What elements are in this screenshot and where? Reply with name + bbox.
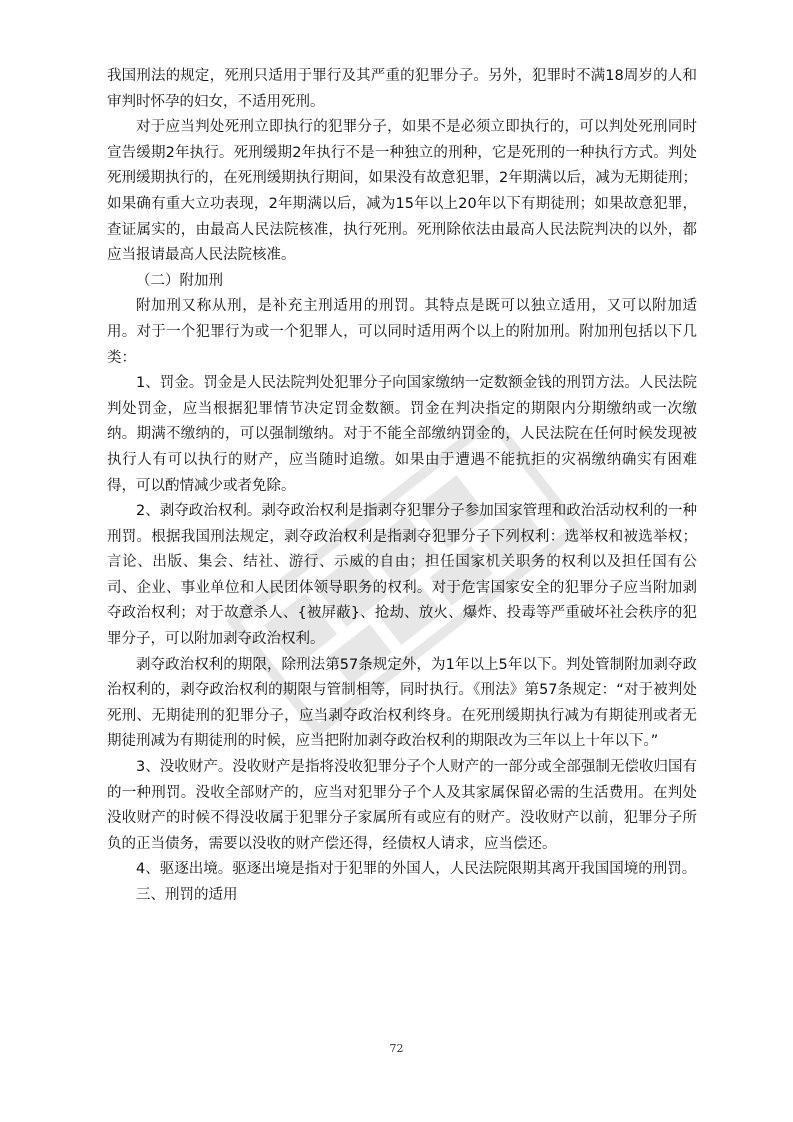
section-heading-application-of-penalty: 三、刑罚的适用 — [136, 887, 238, 903]
paragraph-deprivation-political-rights: 2、剥夺政治权利。剥夺政治权利是指剥夺犯罪分子参加国家管理和政治活动权利的一种刑罚。根据我国刑法规定，剥夺政治权利是指剥夺犯罪分子下列权利：选举权和被选举权；言论、出版、集会、结社、游行、示威的自由；担任国家机关职务的权利以及担任国有公司、企业、事业单位和人民团体领导职务的权利。对于危害国家安全的犯罪分子应当附加剥夺政治权利；对于故意杀人、{被屏蔽}、抢劫、放火、爆炸、投毒等严重破坏社会秩序的犯罪分子，可以附加剥夺政治权利。 — [107, 503, 697, 648]
paragraph-death-penalty-scope: 我国刑法的规定，死刑只适用于罪行及其严重的犯罪分子。另外，犯罪时不满18周岁的人和审判时怀孕的妇女，不适用死刑。 — [107, 68, 697, 110]
paragraph-deportation: 4、驱逐出境。驱逐出境是指对于犯罪的外国人，人民法院限期其离开我国国境的刑罚。 — [136, 861, 697, 878]
paragraph-deprivation-term: 剥夺政治权利的期限，除刑法第57条规定外，为1年以上5年以下。判处管制附加剥夺政治权利的，剥夺政治权利的期限与管制相等，同时执行。《刑法》第57条规定：“对于被判处死刑、无期徒刑的犯罪分子，应当剥夺政治权利终身。在死刑缓期执行减为有期徒刑或者无期徒刑减为有期徒刑的时候，应当把附加剥夺政治权利的期限改为三年以上十年以下。” — [107, 656, 697, 750]
paragraph-confiscation: 3、没收财产。没收财产是指将没收犯罪分子个人财产的一部分或全部强制无偿收归国有的一种刑罚。没收全部财产的，应当对犯罪分子个人及其家属保留必需的生活费用。在判处没收财产的时候不得没收属于犯罪分子家属所有或应有的财产。没收财产以前，犯罪分子所负的正当债务，需要以没收的财产偿还得，经债权人请求，应当偿还。 — [107, 759, 697, 852]
paragraph-fine: 1、罚金。罚金是人民法院判处犯罪分子向国家缴纳一定数额金钱的刑罚方法。人民法院判处罚金，应当根据犯罪情节决定罚金数额。罚金在判决指定的期限内分期缴纳或一次缴纳。期满不缴纳的，可以强制缴纳。对于不能全部缴纳罚金的，人民法院在任何时候发现被执行人有可以执行的财产，应当随时追缴。如果由于遭遇不能抗拒的灾祸缴纳确实有困难得，可以酌情减少或者免除。 — [107, 375, 697, 494]
section-heading-supplementary-penalties: （二）附加刑 — [136, 272, 223, 289]
paragraph-supplementary-intro: 附加刑又称从刑，是补充主刑适用的刑罚。其特点是既可以独立适用，又可以附加适用。对于一个犯罪行为或一个犯罪人，可以同时适用两个以上的附加刑。附加刑包括以下几类： — [107, 298, 697, 366]
page-number: 72 — [389, 1042, 404, 1055]
paragraph-suspended-death-sentence: 对于应当判处死刑立即执行的犯罪分子，如果不是必须立即执行的，可以判处死刑同时宣告缓期2年执行。死刑缓期2年执行不是一种独立的刑种，它是死刑的一种执行方式。判处死刑缓期执行的，在死刑缓期执行期间，如果没有故意犯罪，2年期满以后，减为无期徒刑；如果确有重大立功表现，2年期满以后，减为15年以上20年以下有期徒刑；如果故意犯罪，查证属实的，由最高人民法院核准，执行死刑。死刑除依法由最高人民法院判决的以外，都应当报请最高人民法院核准。 — [107, 119, 697, 264]
page-body — [107, 64, 697, 909]
